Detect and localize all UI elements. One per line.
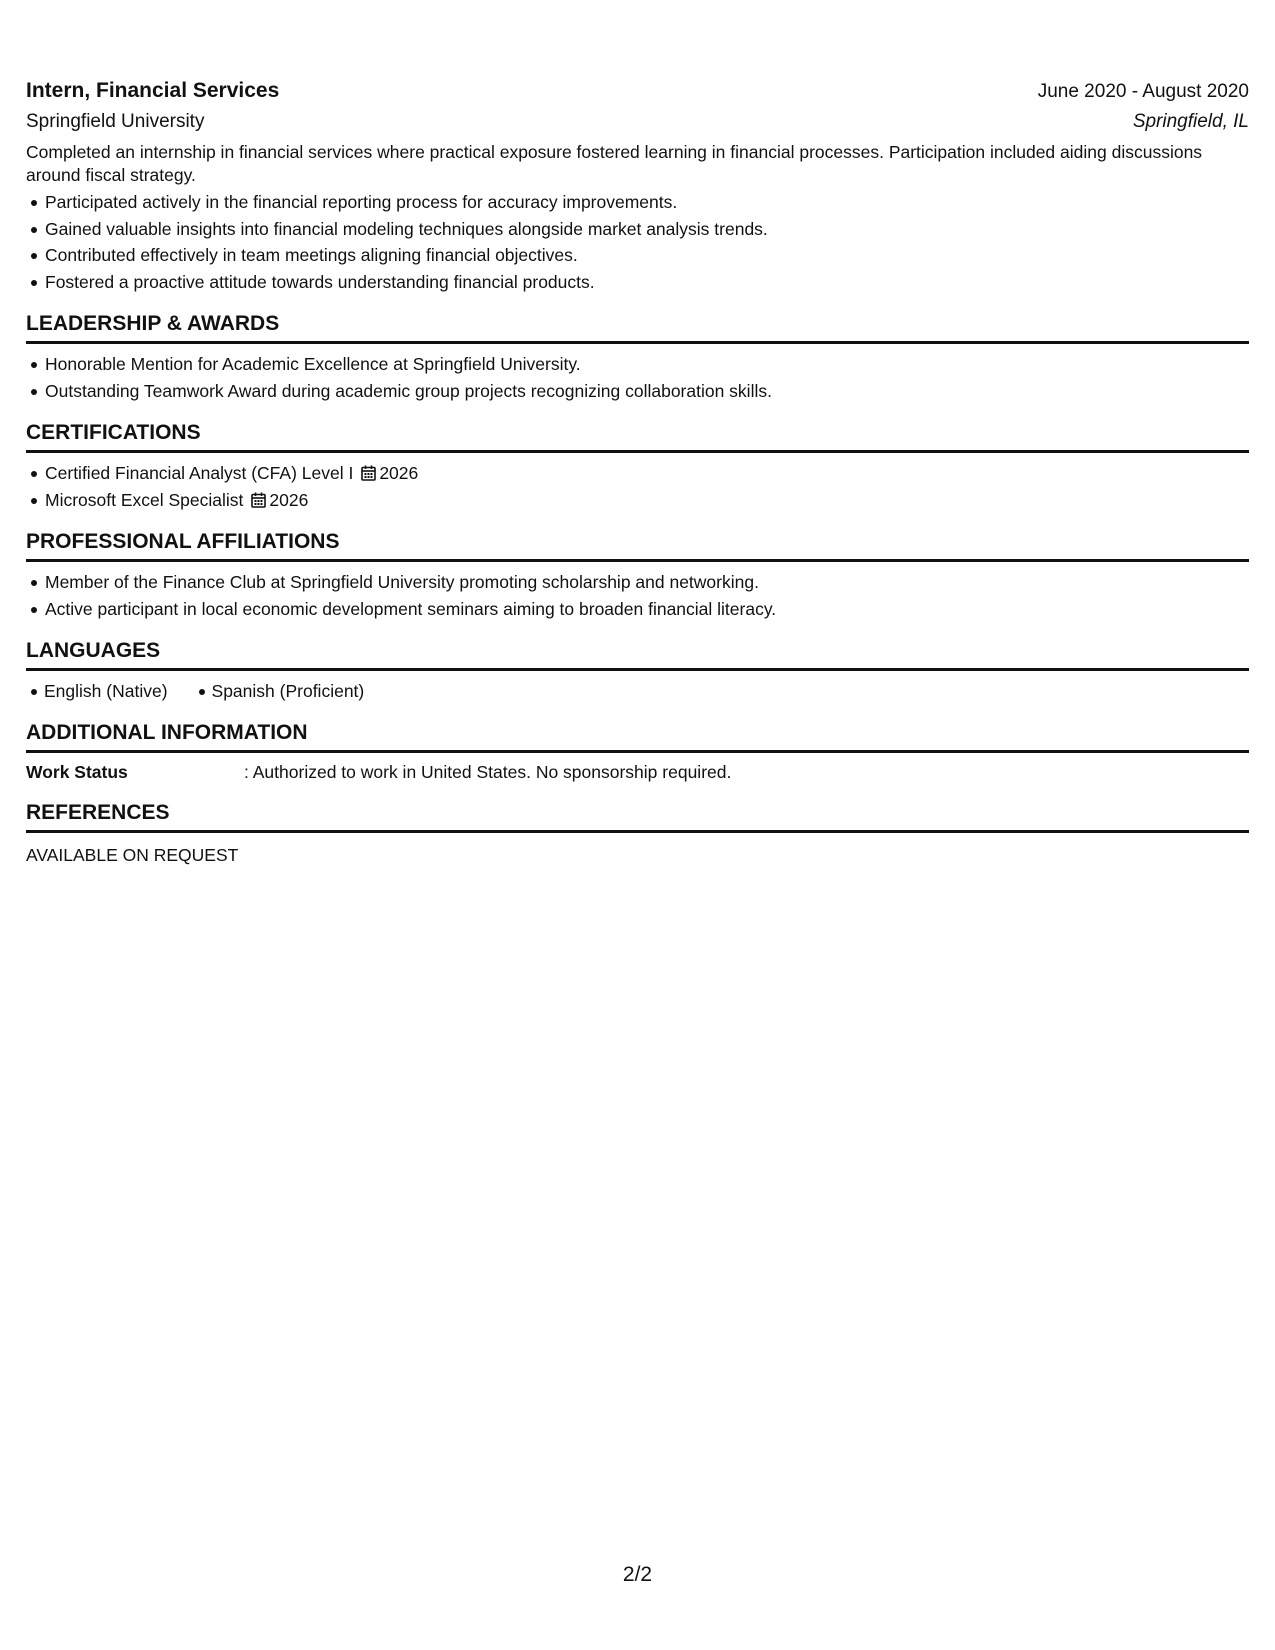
section-title: LEADERSHIP & AWARDS [26, 309, 1249, 344]
affiliations-list [26, 569, 1249, 622]
list-item: Honorable Mention for Academic Excellence at Springfield University. [44, 351, 1249, 378]
languages-list [26, 678, 1249, 704]
additional-info-section [26, 718, 1249, 784]
certification-name: Microsoft Excel Specialist [45, 489, 244, 510]
language-item: Spanish (Proficient) [212, 678, 365, 704]
affiliations-section [26, 527, 1249, 622]
calendar-icon [251, 492, 266, 508]
certification-name: Certified Financial Analyst (CFA) Level I [45, 463, 354, 483]
list-item: Contributed effectively in team meetings aligning financial objectives. [44, 242, 1249, 269]
certification-year: 2026 [379, 463, 419, 483]
work-status-row [26, 760, 1249, 784]
list-item: Active participant in local economic development seminars aiming to broaden financial literacy. [44, 596, 1249, 623]
job-location: Springfield, IL [1132, 111, 1249, 132]
section-title: ADDITIONAL INFORMATION [26, 718, 1249, 753]
list-item: Fostered a proactive attitude towards understanding financial products. [44, 269, 1249, 296]
work-status-value: : Authorized to work in United States. No sponsorship required. [244, 762, 732, 782]
page-number: 2/2 [622, 1563, 653, 1586]
calendar-icon [361, 465, 376, 481]
section-title: PROFESSIONAL AFFILIATIONS [26, 527, 1249, 562]
list-item [44, 460, 1249, 487]
experience-bullets [26, 189, 1249, 295]
job-title: Intern, Financial Services [26, 79, 280, 102]
experience-subheader-row [26, 107, 1249, 137]
language-item: English (Native) [44, 678, 168, 704]
references-section [26, 798, 1249, 867]
section-title: REFERENCES [26, 798, 1249, 833]
list-item: Outstanding Teamwork Award during academic group projects recognizing collaboration skills. [44, 378, 1249, 405]
list-item [44, 487, 1249, 514]
certification-date [251, 490, 308, 510]
resume-page [26, 0, 1249, 867]
certification-year: 2026 [269, 489, 309, 510]
leadership-section [26, 309, 1249, 404]
certifications-section [26, 418, 1249, 513]
certification-date [361, 463, 418, 483]
list-item: Participated actively in the financial reporting process for accuracy improvements. [44, 189, 1249, 216]
section-title: LANGUAGES [26, 636, 1249, 671]
section-title: CERTIFICATIONS [26, 418, 1249, 453]
experience-header-row [26, 76, 1249, 107]
list-item: Gained valuable insights into financial modeling techniques alongside market analysis trends. [44, 216, 1249, 243]
references-text: AVAILABLE ON REQUEST [26, 845, 239, 865]
employer-name: Springfield University [26, 111, 205, 132]
leadership-list [26, 351, 1249, 404]
languages-section [26, 636, 1249, 704]
job-description: Completed an internship in financial services where practical exposure fostered learning in financial processes. Participation included aiding discussions around fiscal strategy. [26, 142, 1203, 185]
experience-entry [26, 76, 1249, 295]
job-dates: June 2020 - August 2020 [1037, 81, 1249, 102]
work-status-label: Work Status [26, 762, 128, 782]
certifications-list [26, 460, 1249, 513]
list-item: Member of the Finance Club at Springfield University promoting scholarship and networking. [44, 569, 1249, 596]
